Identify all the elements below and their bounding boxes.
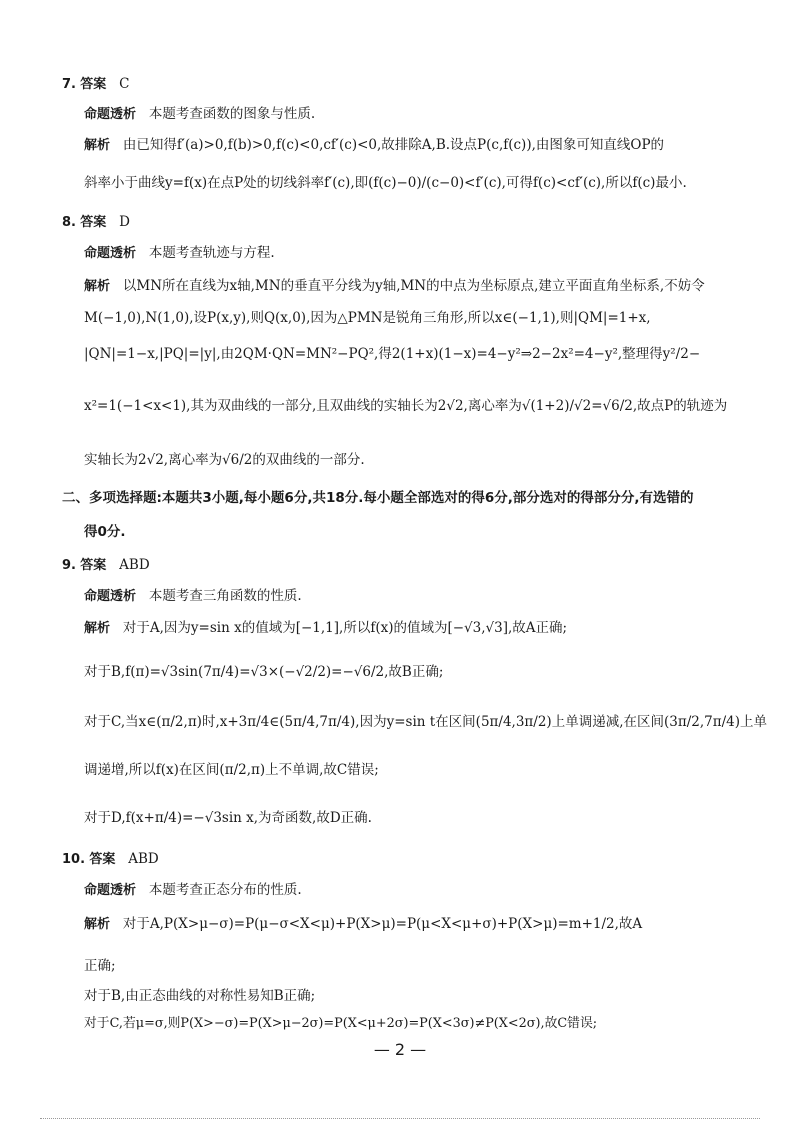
insight-label: 命题透析 <box>84 883 137 898</box>
analysis-line <box>84 276 705 297</box>
answer-label: 答案 <box>89 852 116 867</box>
insight-text: 本题考查正态分布的性质. <box>148 882 302 898</box>
answer-label: 答案 <box>80 77 107 92</box>
insight-label: 命题透析 <box>84 107 137 122</box>
answer-value: D <box>119 214 130 230</box>
analysis-text: M(−1,0),N(1,0),设P(x,y),则Q(x,0),因为△PMN是锐角三角形,所以x∈(−1,1),则|QM|=1+x, <box>84 310 651 326</box>
answer-line-q7 <box>62 74 130 95</box>
analysis-text: 斜率小于曲线y=f(x)在点P处的切线斜率f′(c),即(f(c)−0)/(c−0)<f′(c),可得f(c)<cf′(c),所以f(c)最小. <box>84 175 687 191</box>
analysis-text: 以MN所在直线为x轴,MN的垂直平分线为y轴,MN的中点为坐标原点,建立平面直角坐标系,不妨令 <box>122 278 705 294</box>
analysis-text: 调递增,所以f(x)在区间(π/2,π)上不单调,故C错误; <box>84 762 379 778</box>
insight-text: 本题考查三角函数的性质. <box>148 588 302 604</box>
analysis-text: 对于D,f(x+π/4)=−√3sin x,为奇函数,故D正确. <box>84 810 372 826</box>
insight-line-q7 <box>84 104 315 125</box>
answer-line-q10 <box>62 849 159 870</box>
page-number: — 2 — <box>373 1040 427 1059</box>
question-number: 8. <box>62 215 76 230</box>
analysis-text: 正确; <box>84 958 116 974</box>
insight-text: 本题考查函数的图象与性质. <box>148 106 316 122</box>
analysis-text: 对于A,因为y=sin x的值域为[−1,1],所以f(x)的值域为[−√3,√3],故A正确; <box>122 620 568 636</box>
analysis-text: 实轴长为2√2,离心率为√6/2的双曲线的一部分. <box>84 452 365 468</box>
analysis-text: 对于B,f(π)=√3sin(7π/4)=√3×(−√2/2)=−√6/2,故B正确; <box>84 664 444 680</box>
question-number: 9. <box>62 558 76 573</box>
analysis-line <box>84 135 664 156</box>
answer-label: 答案 <box>80 215 107 230</box>
analysis-text: |QN|=1−x,|PQ|=|y|,由2QM·QN=MN²−PQ²,得2(1+x)(1−x)=4−y²⇒2−2x²=4−y²,整理得y²/2− <box>84 346 701 362</box>
analysis-line <box>84 618 567 639</box>
analysis-text: 由已知得f′(a)>0,f(b)>0,f(c)<0,cf′(c)<0,故排除A,B.设点P(c,f(c)),由图象可知直线OP的 <box>122 137 665 153</box>
analysis-label: 解析 <box>84 138 111 153</box>
section-heading: 二、多项选择题:本题共3小题,每小题6分,共18分.每小题全部选对的得6分,部分选对的得部分分,有选错的 <box>62 490 694 506</box>
analysis-label: 解析 <box>84 279 111 294</box>
analysis-text: 对于A,P(X>μ−σ)=P(μ−σ<X<μ)+P(X>μ)=P(μ<X<μ+σ)+P(X>μ)=m+1/2,故A <box>122 916 643 932</box>
analysis-text: 对于C,当x∈(π/2,π)时,x+3π/4∈(5π/4,7π/4),因为y=sin t在区间(5π/4,3π/2)上单调递减,在区间(3π/2,7π/4)上单 <box>84 714 768 730</box>
answer-value: ABD <box>128 851 159 867</box>
question-number: 7. <box>62 77 76 92</box>
footer-divider <box>40 1118 760 1119</box>
analysis-label: 解析 <box>84 621 111 636</box>
answer-line-q8 <box>62 212 130 233</box>
question-number: 10. <box>62 852 86 867</box>
section-heading-continued: 得0分. <box>84 524 126 540</box>
answer-line-q9 <box>62 555 150 576</box>
answer-value: C <box>119 76 130 92</box>
insight-text: 本题考查轨迹与方程. <box>148 245 275 261</box>
answer-label: 答案 <box>80 558 107 573</box>
analysis-label: 解析 <box>84 917 111 932</box>
insight-label: 命题透析 <box>84 589 137 604</box>
analysis-text: 对于B,由正态曲线的对称性易知B正确; <box>84 988 316 1004</box>
analysis-text: x²=1(−1<x<1),其为双曲线的一部分,且双曲线的实轴长为2√2,离心率为√(1+2)/√2=√6/2,故点P的轨迹为 <box>84 398 728 414</box>
insight-line-q9 <box>84 586 302 607</box>
insight-line-q8 <box>84 243 275 264</box>
insight-label: 命题透析 <box>84 246 137 261</box>
insight-line-q10 <box>84 880 302 901</box>
analysis-text: 对于C,若μ=σ,则P(X>−σ)=P(X>μ−2σ)=P(X<μ+2σ)=P(X<3σ)≠P(X<2σ),故C错误; <box>84 1016 598 1031</box>
analysis-line <box>84 914 642 935</box>
answer-value: ABD <box>119 557 150 573</box>
